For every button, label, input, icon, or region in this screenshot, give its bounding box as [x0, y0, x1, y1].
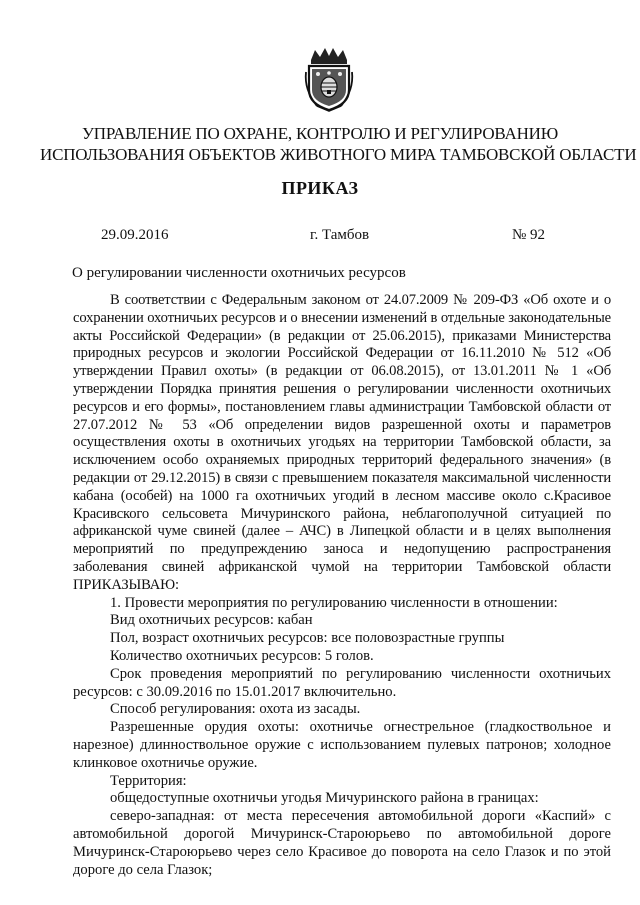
sex-age-paragraph: Пол, возраст охотничьих ресурсов: все половозрастные группы [110, 630, 505, 647]
northwest-border-paragraph: северо-западная: от места пересечения автомобильной дороги «Каспий» с автомобильной дорогой Мичуринск-Староюрьево по автомобильной дороге Мичуринск-Староюрьево через село Красивое до поворота на село Глазок и по этой дороге до села Глазок; [73, 808, 611, 878]
territory-heading: Территория: [110, 772, 187, 789]
org-name-line-2: ИСПОЛЬЗОВАНИЯ ОБЪЕКТОВ ЖИВОТНОГО МИРА ТАМБОВСКОЙ ОБЛАСТИ [40, 145, 637, 164]
species-paragraph: Вид охотничьих ресурсов: кабан [110, 612, 313, 629]
order-date: 29.09.2016 [101, 227, 169, 243]
order-body [73, 292, 611, 879]
org-name-line-1: УПРАВЛЕНИЕ ПО ОХРАНЕ, КОНТРОЛЮ И РЕГУЛИРОВАНИЮ [81, 124, 559, 143]
method-paragraph: Способ регулирования: охота из засады. [110, 701, 361, 718]
order-number: № 92 [512, 227, 546, 243]
period-paragraph: Срок проведения мероприятий по регулированию численности охотничьих ресурсов: с 30.09.2016 по 15.01.2017 включительно. [73, 665, 611, 700]
quantity-paragraph: Количество охотничьих ресурсов: 5 голов. [110, 647, 374, 664]
clause-1-paragraph: 1. Провести мероприятия по регулированию численности в отношении: [110, 594, 558, 611]
order-subject: О регулировании численности охотничьих ресурсов [72, 265, 406, 281]
preamble-paragraph: В соответствии с Федеральным законом от 24.07.2009 № 209-ФЗ «Об охоте и о сохранении охотничьих ресурсов и о внесении изменений в отдельные законодательные акты Российской Федерации» (в редакции от 25.06.2015), приказами Министерства природных ресурсов и экологии Российской Федерации от 16.11.2010 № 512 «Об утверждении Правил охоты» (в редакции от 06.08.2015), от 13.01.2011 № 1 «Об утверждении Порядка принятия решения о регулировании численности охотничьих ресурсов и его формы», постановлением главы администрации Тамбовской области от 27.07.2012 № 53 «Об определении видов разрешенной охоты и параметров осуществления охоты в охотничьих угодьях на территории Тамбовской области, за исключением особо охраняемых природных территорий федерального значения» (в редакции от 29.12.2015) в связи с превышением показателя максимальной численности кабана (особей) на 1000 га охотничьих угодий в лесном массиве около с.Красивое Красивского сельсовета Мичуринского района, неблагополучной ситуацией по африканской чуме свиней (далее – АЧС) в Липецкой области и в целях выполнения мероприятий по предупреждению заноса и недопущению распространения заболевания свиней африканской чумой на территории Тамбовской области ПРИКАЗЫВАЮ: [73, 292, 611, 593]
tambov-coat-of-arms-icon [303, 46, 355, 112]
territory-description: общедоступные охотничьи угодья Мичуринского района в границах: [110, 790, 539, 807]
order-city: г. Тамбов [310, 227, 370, 243]
weapons-paragraph: Разрешенные орудия охоты: охотничье огнестрельное (гладкоствольное и нарезное) длинноствольное оружие с использованием пулевых патронов; холодное клинковое охотничье оружие. [73, 719, 611, 771]
document-type-title: ПРИКАЗ [281, 178, 359, 198]
